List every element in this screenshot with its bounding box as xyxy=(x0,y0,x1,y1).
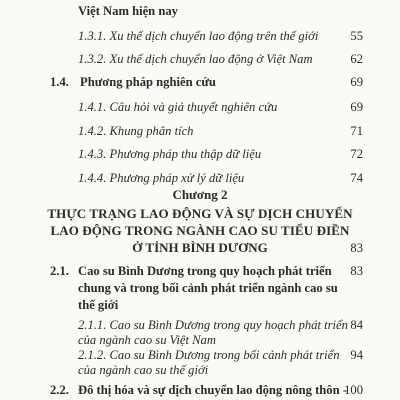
toc-entry-title: Phương pháp nghiên cứu xyxy=(80,75,216,89)
toc-page-number: 55 xyxy=(350,29,363,43)
toc-entry-title: Cao su Bình Dương trong quy hoạch phát triển xyxy=(109,318,348,332)
toc-entry-number: 1.4.1. xyxy=(78,100,107,114)
toc-entry-2-1-line-2: chung và trong bối cảnh phát triển ngành cao su xyxy=(78,281,338,295)
toc-page-number: 83 xyxy=(350,264,363,278)
toc-entry-2-1-1-line-2: của ngành cao su Việt Nam xyxy=(78,333,216,347)
toc-entry-number: 2.1.1. xyxy=(78,318,107,332)
toc-page-number: 71 xyxy=(350,124,363,138)
toc-entry-number: 1.4.3. xyxy=(78,147,107,161)
toc-entry-1-4 xyxy=(50,73,216,91)
toc-continuation-heading: Việt Nam hiện nay xyxy=(78,4,178,18)
chapter-title-line-2: LAO ĐỘNG TRONG NGÀNH CAO SU TIỂU ĐIỀN xyxy=(50,223,350,238)
toc-entry-2-2-number: 2.2. xyxy=(50,383,69,397)
toc-entry-number: 1.3.2. xyxy=(78,52,107,66)
toc-entry-2-1-line-3: thế giới xyxy=(78,298,119,312)
toc-page-number: 72 xyxy=(350,147,363,161)
toc-entry-number: 1.4.2. xyxy=(78,124,107,138)
toc-page-number: 74 xyxy=(350,171,363,185)
toc-entry-number: 1.4.4. xyxy=(78,171,107,185)
toc-entry-title: Phương pháp thu thập dữ liệu xyxy=(109,147,262,161)
chapter-title-line-3: Ở TỈNH BÌNH DƯƠNG xyxy=(132,240,268,255)
toc-entry-2-1-2-line-2: của ngành cao su thế giới xyxy=(78,363,209,377)
toc-entry-title: Xu thế dịch chuyển lao động trên thế giới xyxy=(109,29,319,43)
toc-page-number: 94 xyxy=(350,348,363,362)
toc-entry-1-3-2 xyxy=(78,50,313,68)
chapter-label: Chương 2 xyxy=(172,187,228,202)
toc-page-number: 62 xyxy=(350,52,363,66)
toc-entry-1-4-4 xyxy=(78,169,244,187)
toc-entry-title: Phương pháp xử lý dữ liệu xyxy=(109,171,245,185)
toc-page-number: 69 xyxy=(350,75,363,89)
chapter-title-line-1: THỰC TRẠNG LAO ĐỘNG VÀ SỰ DỊCH CHUYỂN xyxy=(47,206,353,221)
toc-entry-1-3-1 xyxy=(78,27,318,45)
toc-entry-title: Khung phân tích xyxy=(109,124,194,138)
toc-entry-1-4-1 xyxy=(78,98,277,116)
toc-page-number: 83 xyxy=(350,241,363,255)
toc-entry-1-4-2 xyxy=(78,122,193,140)
toc-entry-2-1-number: 2.1. xyxy=(50,264,69,278)
toc-entry-title: Xu thế dịch chuyển lao động ở Việt Nam xyxy=(109,52,313,66)
toc-entry-title: Câu hỏi và giả thuyết nghiên cứu xyxy=(109,100,278,114)
toc-entry-2-1-line-1: Cao su Bình Dương trong quy hoạch phát triển xyxy=(78,264,332,278)
toc-entry-number: 1.4. xyxy=(50,75,69,89)
toc-entry-number: 1.3.1. xyxy=(78,29,107,43)
toc-entry-title: Cao su Bình Dương trong bối cảnh phát triển xyxy=(109,348,340,362)
toc-entry-number: 2.1.2. xyxy=(78,348,107,362)
toc-entry-1-4-3 xyxy=(78,145,261,163)
toc-entry-2-2-line-1: Đô thị hóa và sự dịch chuyển lao động nông thôn - xyxy=(78,383,347,397)
toc-page-number: 84 xyxy=(350,318,363,332)
toc-page-number: 69 xyxy=(350,100,363,114)
toc-page-number: 100 xyxy=(344,383,363,397)
